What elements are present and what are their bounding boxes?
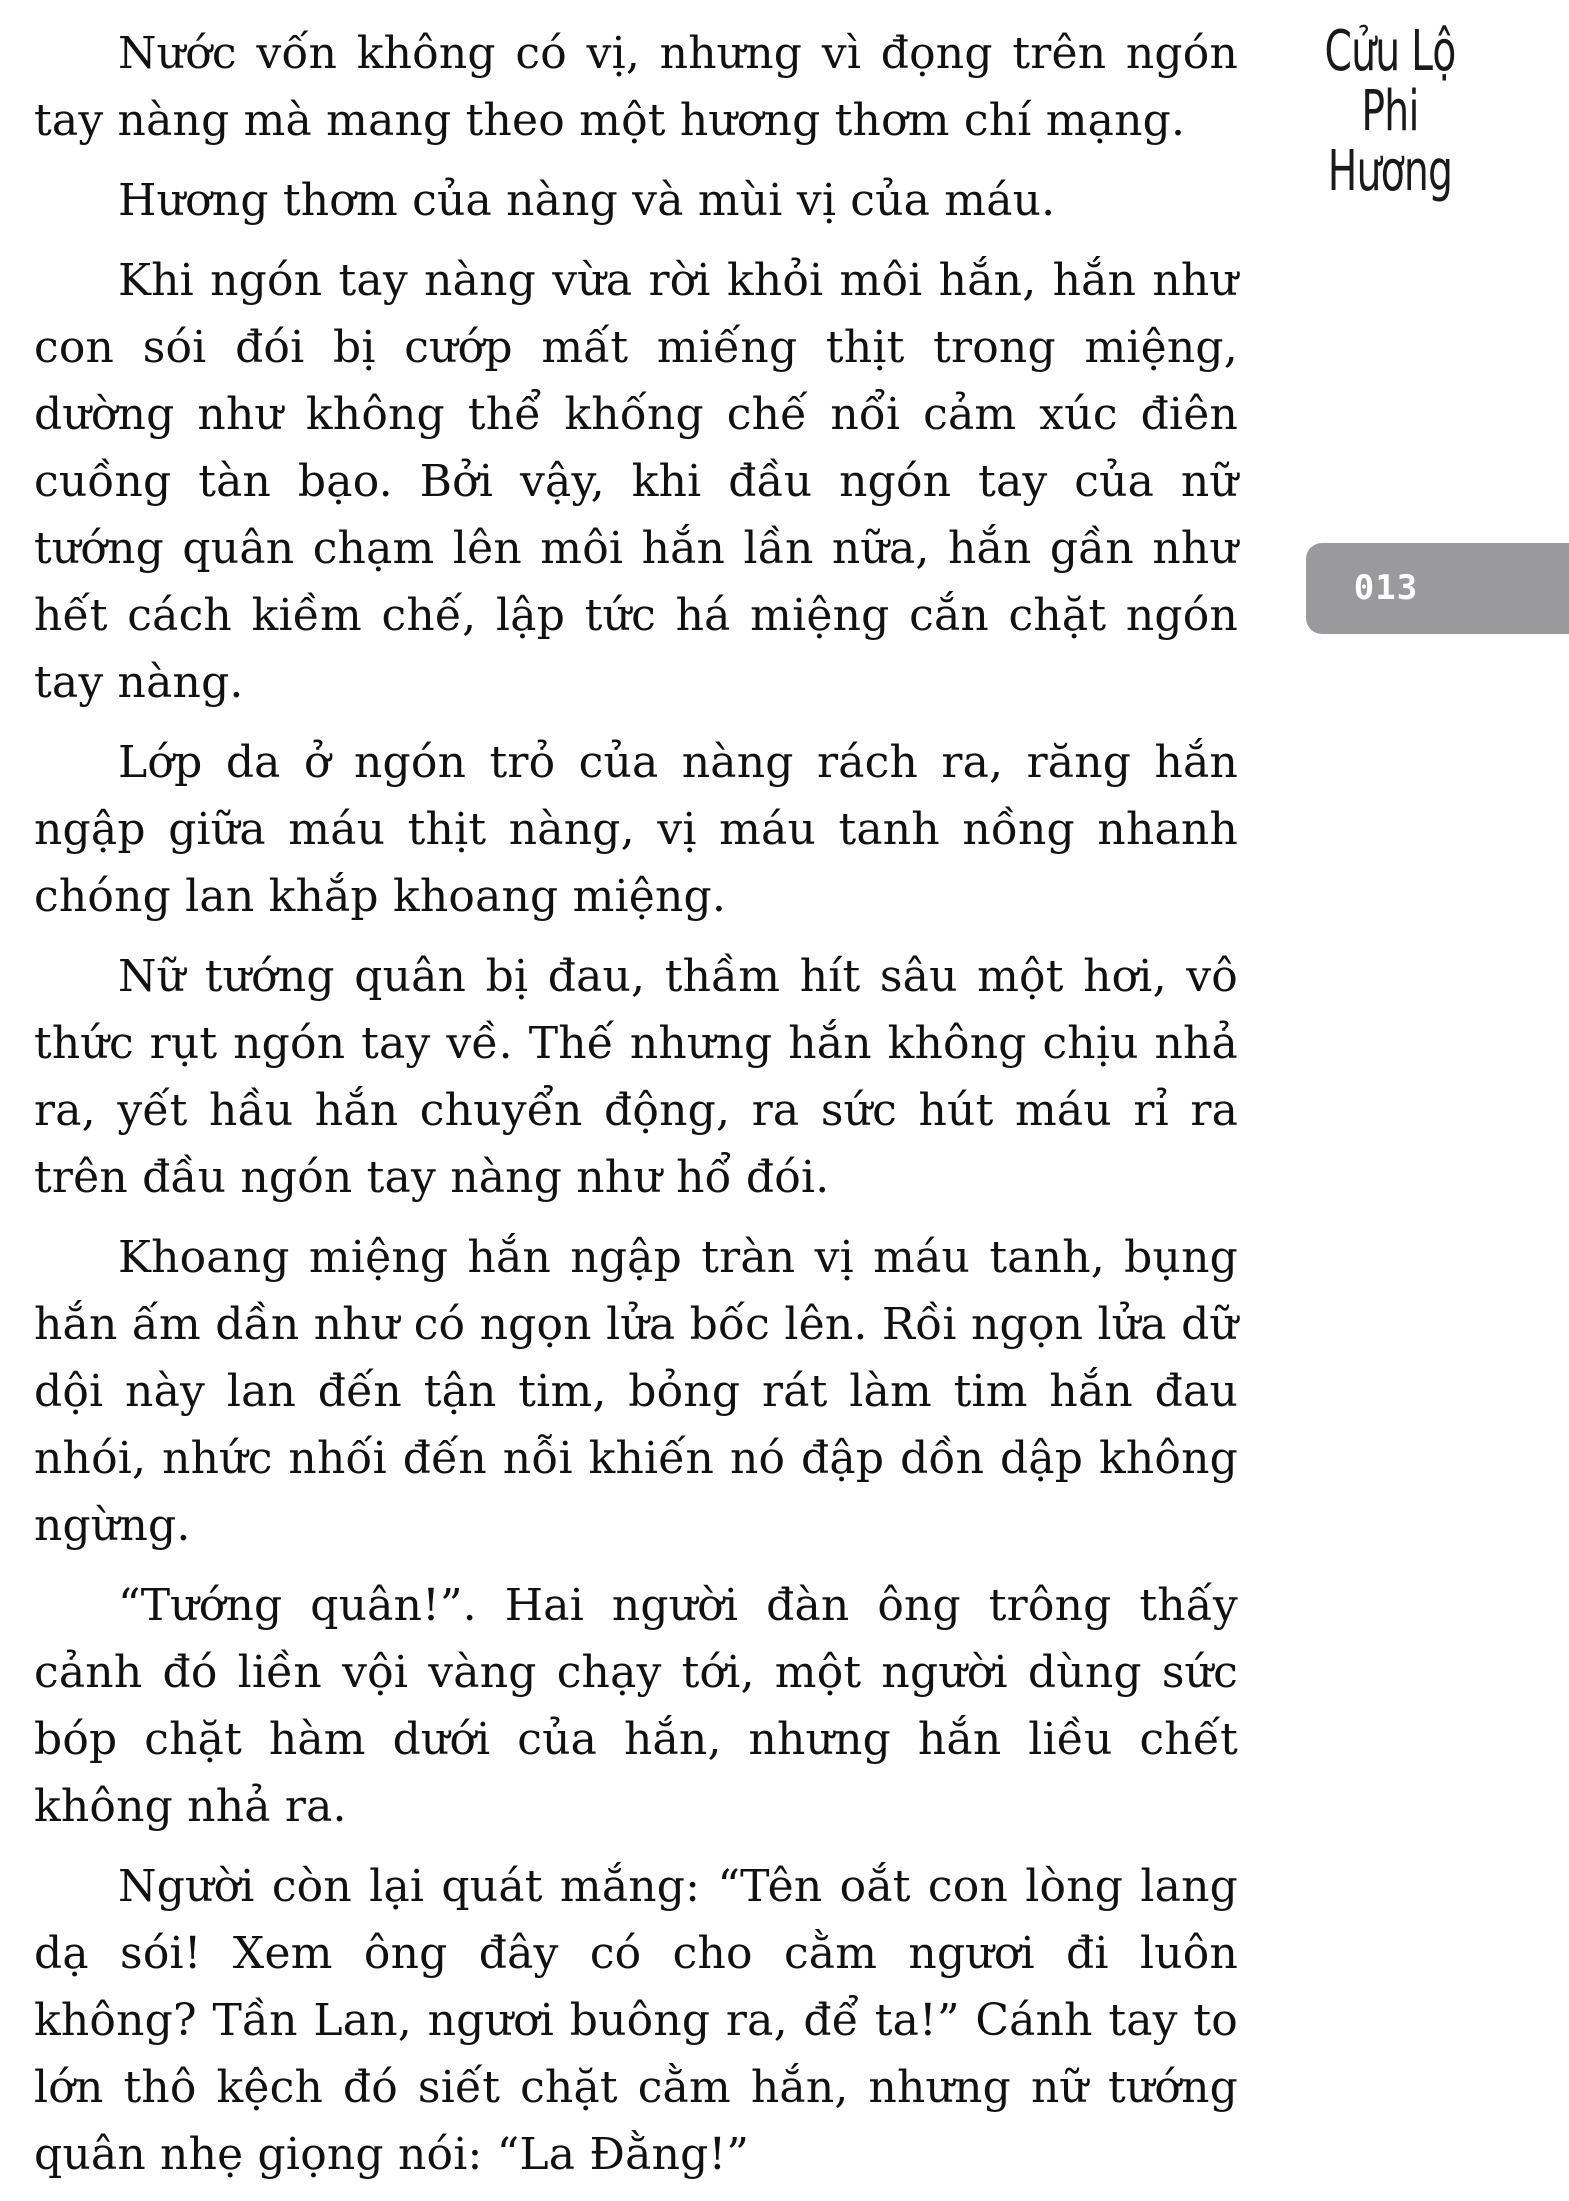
paragraph-2: Hương thơm của nàng và mùi vị của máu. [118,175,1056,226]
book-title-line-2: Phi [1361,79,1419,144]
paragraph-6: Khoang miệng hắn ngập tràn vị máu tanh, bụng hắn ấm dần như có ngọn lửa bốc lên. Rồi ngọn lửa dữ dội này lan đến tận tim, bỏng rát làm tim hắn đau nhói, nhức nhối đến nỗi khiến nó đập dồn dập không ngừng. [34,1232,1238,1551]
paragraph-5: Nữ tướng quân bị đau, thầm hít sâu một hơi, vô thức rụt ngón tay về. Thế nhưng hắn không chịu nhả ra, yết hầu hắn chuyển động, ra sức hút máu rỉ ra trên đầu ngón tay nàng như hổ đói. [34,951,1238,1203]
page-number-tab [1306,543,1569,634]
paragraph-3: Khi ngón tay nàng vừa rời khỏi môi hắn, hắn như con sói đói bị cướp mất miếng thịt trong miệng, dường như không thể khống chế nổi cảm xúc điên cuồng tàn bạo. Bởi vậy, khi đầu ngón tay của nữ tướng quân chạm lên môi hắn lần nữa, hắn gần như hết cách kiềm chế, lập tức há miệng cắn chặt ngón tay nàng. [34,255,1238,708]
page-number: 013 [1353,568,1419,608]
paragraph-1: Nước vốn không có vị, nhưng vì đọng trên ngón tay nàng mà mang theo một hương thơm chí mạng. [34,28,1238,146]
paragraph-4: Lớp da ở ngón trỏ của nàng rách ra, răng hắn ngập giữa máu thịt nàng, vị máu tanh nồng nhanh chóng lan khắp khoang miệng. [34,737,1238,922]
page-body [34,20,1238,2201]
book-title [1320,19,1460,204]
paragraph-8: Người còn lại quát mắng: “Tên oắt con lòng lang dạ sói! Xem ông đây có cho cằm ngươi đi luôn không? Tần Lan, ngươi buông ra, để ta!” Cánh tay to lớn thô kệch đó siết chặt cằm hắn, nhưng nữ tướng quân nhẹ giọng nói: “La Đằng!” [34,1861,1238,2180]
book-title-line-3: Hương [1327,139,1453,204]
book-title-line-1: Cửu Lộ [1324,19,1456,84]
paragraph-7: “Tướng quân!”. Hai người đàn ông trông thấy cảnh đó liền vội vàng chạy tới, một người dùng sức bóp chặt hàm dưới của hắn, nhưng hắn liều chết không nhả ra. [34,1580,1238,1832]
